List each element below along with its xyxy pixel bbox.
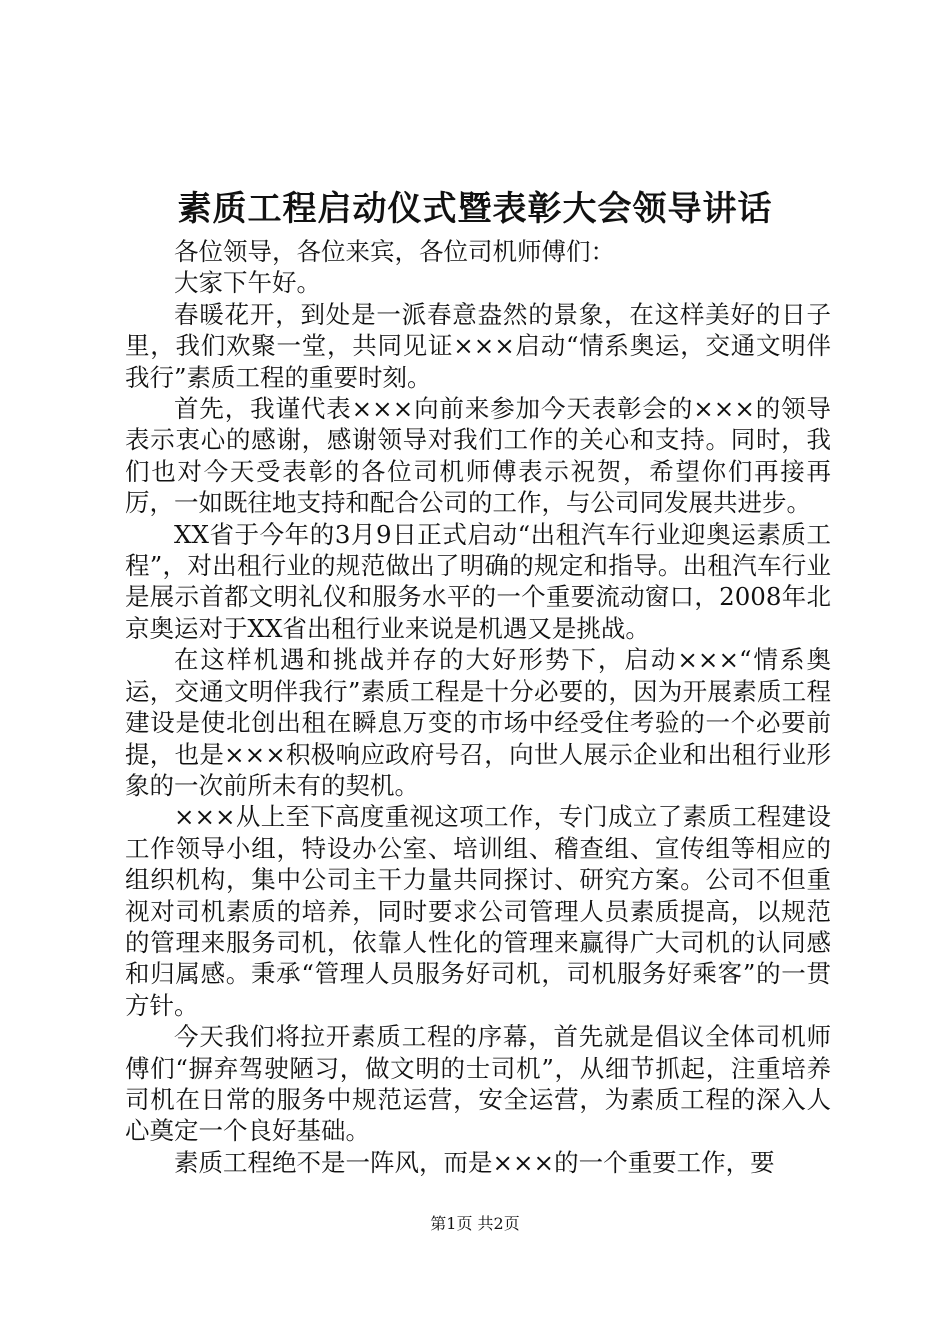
paragraph: 今天我们将拉开素质工程的序幕，首先就是倡议全体司机师傅们“摒弃驾驶陋习，做文明的士司机”，从细节抓起，注重培养司机在日常的服务中规范运营，安全运营，为素质工程的深入人心奠定一个良好基础。 (125, 1022, 831, 1146)
paragraph: ×××从上至下高度重视这项工作，专门成立了素质工程建设工作领导小组，特设办公室、培训组、稽查组、宣传组等相应的组织机构，集中公司主干力量共同探讨、研究方案。公司不但重视对司机素质的培养，同时要求公司管理人员素质提高，以规范的管理来服务司机，依靠人性化的管理来赢得广大司机的认同感和归属感。秉承“管理人员服务好司机，司机服务好乘客”的一贯方针。 (125, 802, 831, 1020)
paragraph-greeting: 大家下午好。 (174, 268, 321, 298)
paragraph: XX省于今年的3月9日正式启动“出租汽车行业迎奥运素质工程”，对出租行业的规范做出了明确的规定和指导。出租汽车行业是展示首都文明礼仪和服务水平的一个重要流动窗口，2008年北京奥运对于XX省出租行业来说是机遇又是挑战。 (125, 519, 831, 643)
document-body (125, 236, 831, 1178)
document-title: 素质工程启动仪式暨表彰大会领导讲话 (177, 189, 773, 229)
paragraph: 春暖花开，到处是一派春意盎然的景象，在这样美好的日子里，我们欢聚一堂，共同见证×××启动“情系奥运，交通文明伴我行”素质工程的重要时刻。 (125, 299, 831, 392)
paragraph: 首先，我谨代表×××向前来参加今天表彰会的×××的领导表示衷心的感谢，感谢领导对我们工作的关心和支持。同时，我们也对今天受表彰的各位司机师傅表示祝贺，希望你们再接再厉，一如既往地支持和配合公司的工作，与公司同发展共进步。 (125, 394, 831, 518)
page-footer: 第1页 共2页 (430, 1214, 520, 1233)
paragraph: 素质工程绝不是一阵风，而是×××的一个重要工作，要 (174, 1147, 775, 1177)
paragraph: 在这样机遇和挑战并存的大好形势下，启动×××“情系奥运，交通文明伴我行”素质工程是十分必要的，因为开展素质工程建设是使北创出租在瞬息万变的市场中经受住考验的一个必要前提，也是×××积极响应政府号召，向世人展示企业和出租行业形象的一次前所未有的契机。 (125, 645, 831, 800)
paragraph-salutation: 各位领导，各位来宾，各位司机师傅们： (174, 237, 615, 266)
